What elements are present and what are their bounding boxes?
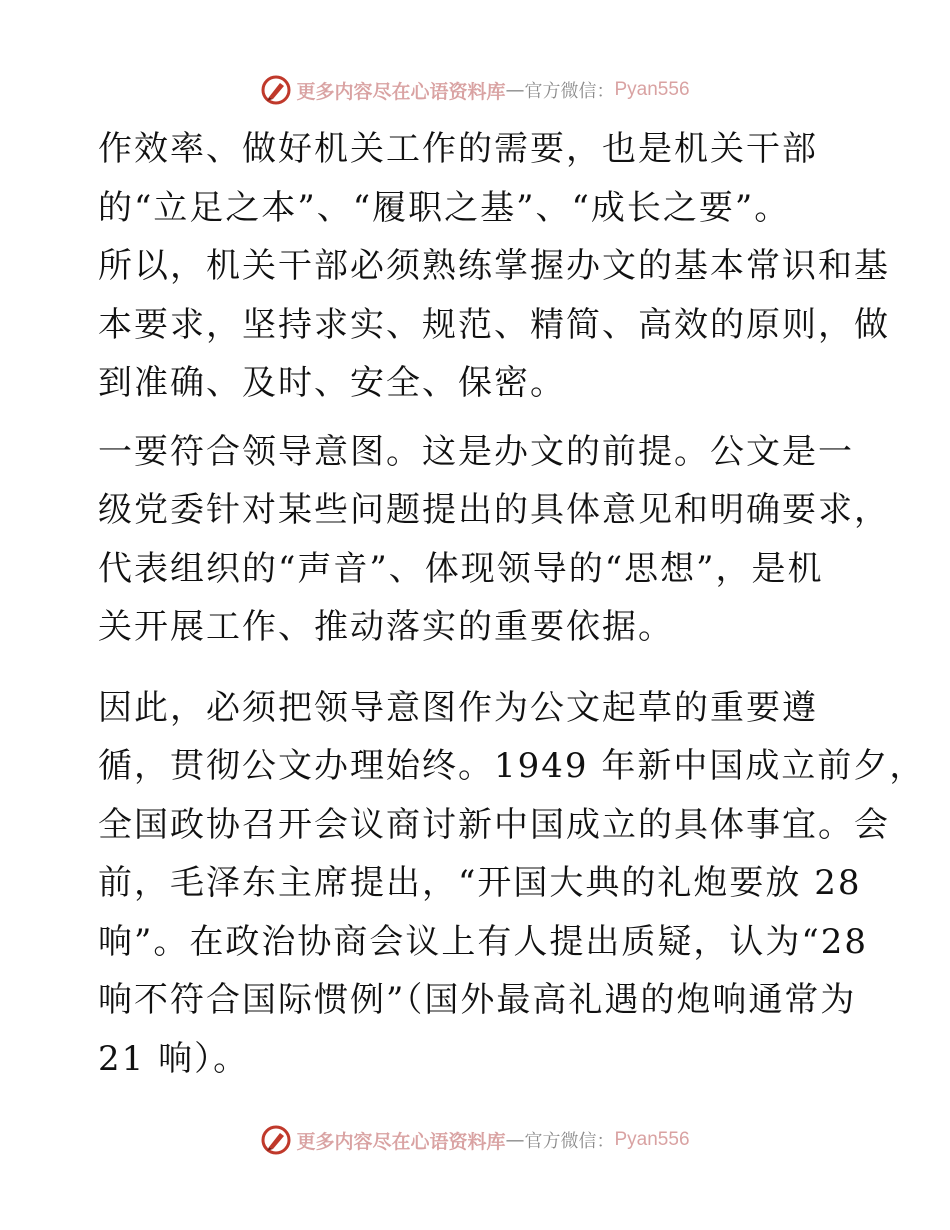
banner-wechat-label: 官方微信： bbox=[524, 81, 615, 102]
banner-dash: — bbox=[505, 1129, 525, 1151]
text-line: 21 响）。 bbox=[98, 1038, 250, 1079]
text-line: 前，毛泽东主席提出，“开国大典的礼炮要放 28 bbox=[98, 863, 862, 903]
text-line: 全国政协召开会议商讨新中国成立的具体事宜。会 bbox=[98, 804, 890, 845]
text-line: 一要符合领导意图。这是办文的前提。公文是一 bbox=[98, 431, 854, 472]
text-line: 作效率、做好机关工作的需要，也是机关干部 bbox=[98, 129, 818, 169]
text-line: 所以，机关干部必须熟练掌握办文的基本常识和基 bbox=[98, 246, 890, 286]
paragraph-2 bbox=[98, 423, 890, 657]
text-line: 响”。在政治协商会议上有人提出质疑，认为“28 bbox=[98, 921, 869, 962]
text-line: 本要求，坚持求实、规范、精简、高效的原则，做 bbox=[98, 304, 890, 345]
text-line: 代表组织的“声音”、体现领导的“思想”，是机 bbox=[98, 548, 824, 589]
text-line: 循，贯彻公文办理始终。1949 年新中国成立前夕， bbox=[98, 746, 926, 786]
text-line: 级党委针对某些问题提出的具体意见和明确要求， bbox=[98, 490, 890, 530]
banner-left-text: 更多内容尽在心语资料库 bbox=[296, 80, 506, 103]
paragraph-3 bbox=[98, 679, 926, 1089]
banner-left-text: 更多内容尽在心语资料库 bbox=[296, 1130, 506, 1153]
banner-wechat-label: 官方微信： bbox=[524, 1131, 615, 1152]
paragraph-1 bbox=[98, 120, 890, 413]
text-line: 的“立足之本”、“履职之基”、“成长之要”。 bbox=[98, 187, 791, 228]
banner-wechat-id: Pyan556 bbox=[614, 79, 690, 100]
text-line: 关开展工作、推动落实的重要依据。 bbox=[98, 607, 674, 647]
text-line: 响不符合国际惯例”（国外最高礼遇的炮响通常为 bbox=[98, 980, 857, 1020]
document-body bbox=[98, 120, 926, 1088]
pen-logo-icon bbox=[260, 74, 292, 106]
footer-banner bbox=[0, 1120, 950, 1160]
text-line: 到准确、及时、安全、保密。 bbox=[98, 363, 566, 403]
text-line: 因此，必须把领导意图作为公文起草的重要遵 bbox=[98, 687, 818, 728]
pen-logo-icon bbox=[260, 1124, 292, 1156]
header-banner bbox=[0, 70, 950, 110]
banner-dash: — bbox=[505, 79, 525, 101]
banner-wechat-id: Pyan556 bbox=[614, 1129, 690, 1150]
